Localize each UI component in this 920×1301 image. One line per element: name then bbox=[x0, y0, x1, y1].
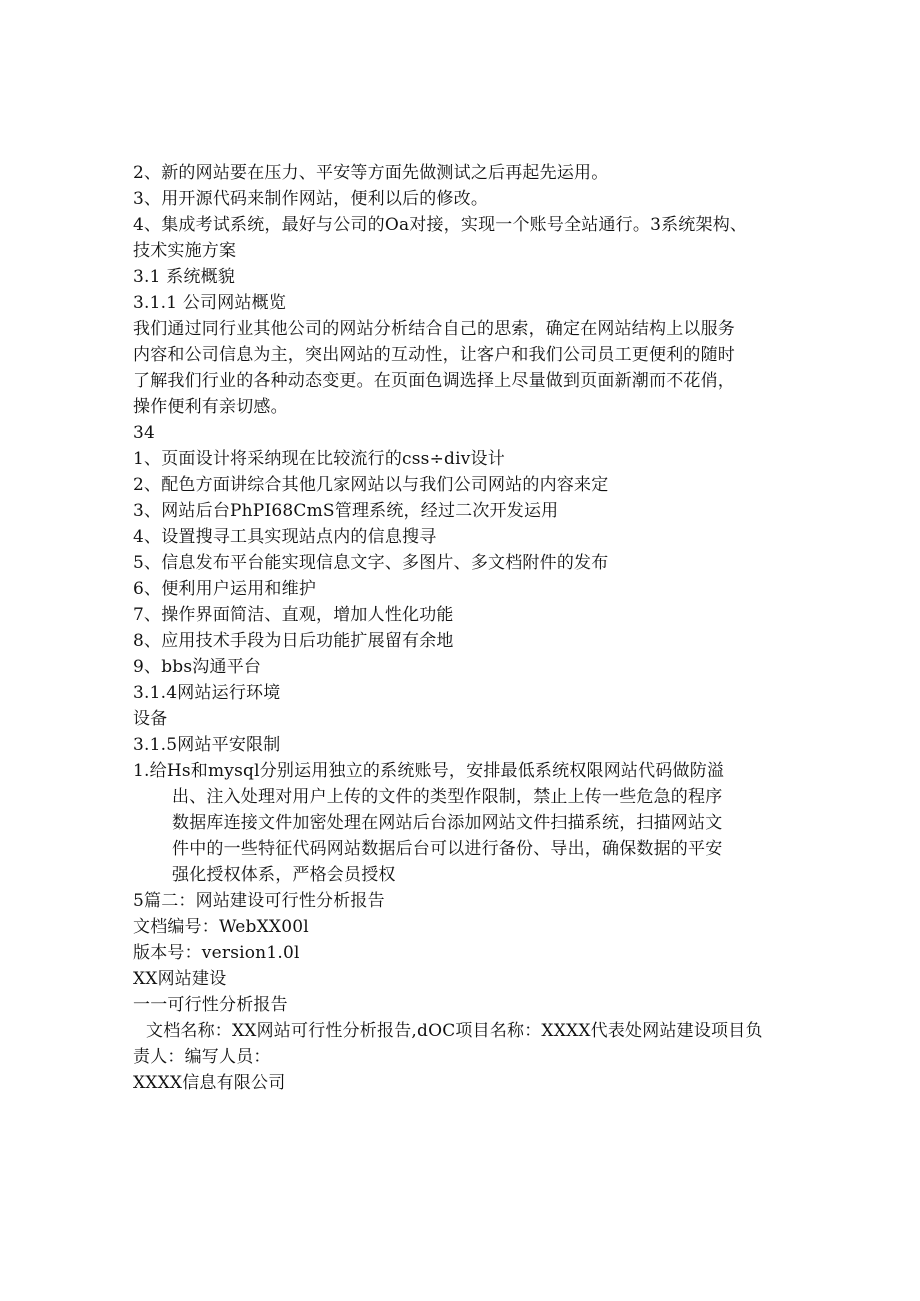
report-title: XX网站建设 bbox=[133, 969, 227, 989]
text-line: 2、新的网站要在压力、平安等方面先做测试之后再起先运用。 bbox=[133, 163, 609, 183]
list-item: 4、设置搜寻工具实现站点内的信息搜寻 bbox=[133, 527, 437, 547]
subsection-heading: 3.1.4网站运行环境 bbox=[133, 683, 281, 703]
document-number: 文档编号：WebXX00l bbox=[133, 917, 309, 937]
subsection-heading: 3.1.5网站平安限制 bbox=[133, 735, 281, 755]
text-line: 件中的一些特征代码网站数据后台可以进行备份、导出，确保数据的平安 bbox=[172, 839, 723, 859]
text-line: 文档名称：XX网站可行性分析报告,dOC项目名称：XXXX代表处网站建设项目负 bbox=[146, 1021, 763, 1041]
text-line: 技术实施方案 bbox=[133, 241, 237, 261]
text-line: 数据库连接文件加密处理在网站后台添加网站文件扫描系统，扫描网站文 bbox=[172, 813, 723, 833]
text-line: 3、用开源代码来制作网站，便利以后的修改。 bbox=[133, 189, 489, 209]
section-heading: 5篇二：网站建设可行性分析报告 bbox=[133, 891, 385, 911]
list-item: 7、操作界面简洁、直观，增加人性化功能 bbox=[133, 605, 454, 625]
section-heading: 3.1 系统概貌 bbox=[133, 267, 236, 287]
subsection-heading: 3.1.1 公司网站概览 bbox=[133, 293, 287, 313]
text-line: 我们通过同行业其他公司的网站分析结合自己的思索，确定在网站结构上以服务 bbox=[133, 319, 735, 339]
list-item: 2、配色方面讲综合其他几家网站以与我们公司网站的内容来定 bbox=[133, 475, 609, 495]
list-item: 9、bbs沟通平台 bbox=[133, 657, 262, 677]
text-line: 设备 bbox=[133, 709, 168, 729]
version-number: 版本号：version1.0l bbox=[133, 943, 300, 963]
text-line: 操作便利有亲切感。 bbox=[133, 397, 288, 417]
text-line: 内容和公司信息为主，突出网站的互动性，让客户和我们公司员工更便利的随时 bbox=[133, 345, 735, 365]
list-item: 1、页面设计将采纳现在比较流行的css÷div设计 bbox=[133, 449, 505, 469]
text-line: 强化授权体系，严格会员授权 bbox=[172, 865, 396, 885]
text-line: 责人：编写人员： bbox=[133, 1047, 271, 1067]
list-item: 1.给Hs和mysql分别运用独立的系统账号，安排最低系统权限网站代码做防溢 bbox=[133, 761, 725, 781]
list-item: 6、便利用户运用和维护 bbox=[133, 579, 317, 599]
list-item: 8、应用技术手段为日后功能扩展留有余地 bbox=[133, 631, 454, 651]
report-subtitle: 一一可行性分析报告 bbox=[133, 995, 288, 1015]
list-item: 5、信息发布平台能实现信息文字、多图片、多文档附件的发布 bbox=[133, 553, 609, 573]
list-item: 3、网站后台PhPI68CmS管理系统，经过二次开发运用 bbox=[133, 501, 559, 521]
company-name: XXXX信息有限公司 bbox=[133, 1073, 286, 1093]
text-line: 出、注入处理对用户上传的文件的类型作限制，禁止上传一些危急的程序 bbox=[172, 787, 723, 807]
text-line: 4、集成考试系统，最好与公司的Oa对接，实现一个账号全站通行。3系统架构、 bbox=[133, 215, 748, 235]
text-line: 了解我们行业的各种动态变更。在页面色调选择上尽量做到页面新潮而不花俏， bbox=[133, 371, 735, 391]
text-line: 34 bbox=[133, 423, 156, 443]
